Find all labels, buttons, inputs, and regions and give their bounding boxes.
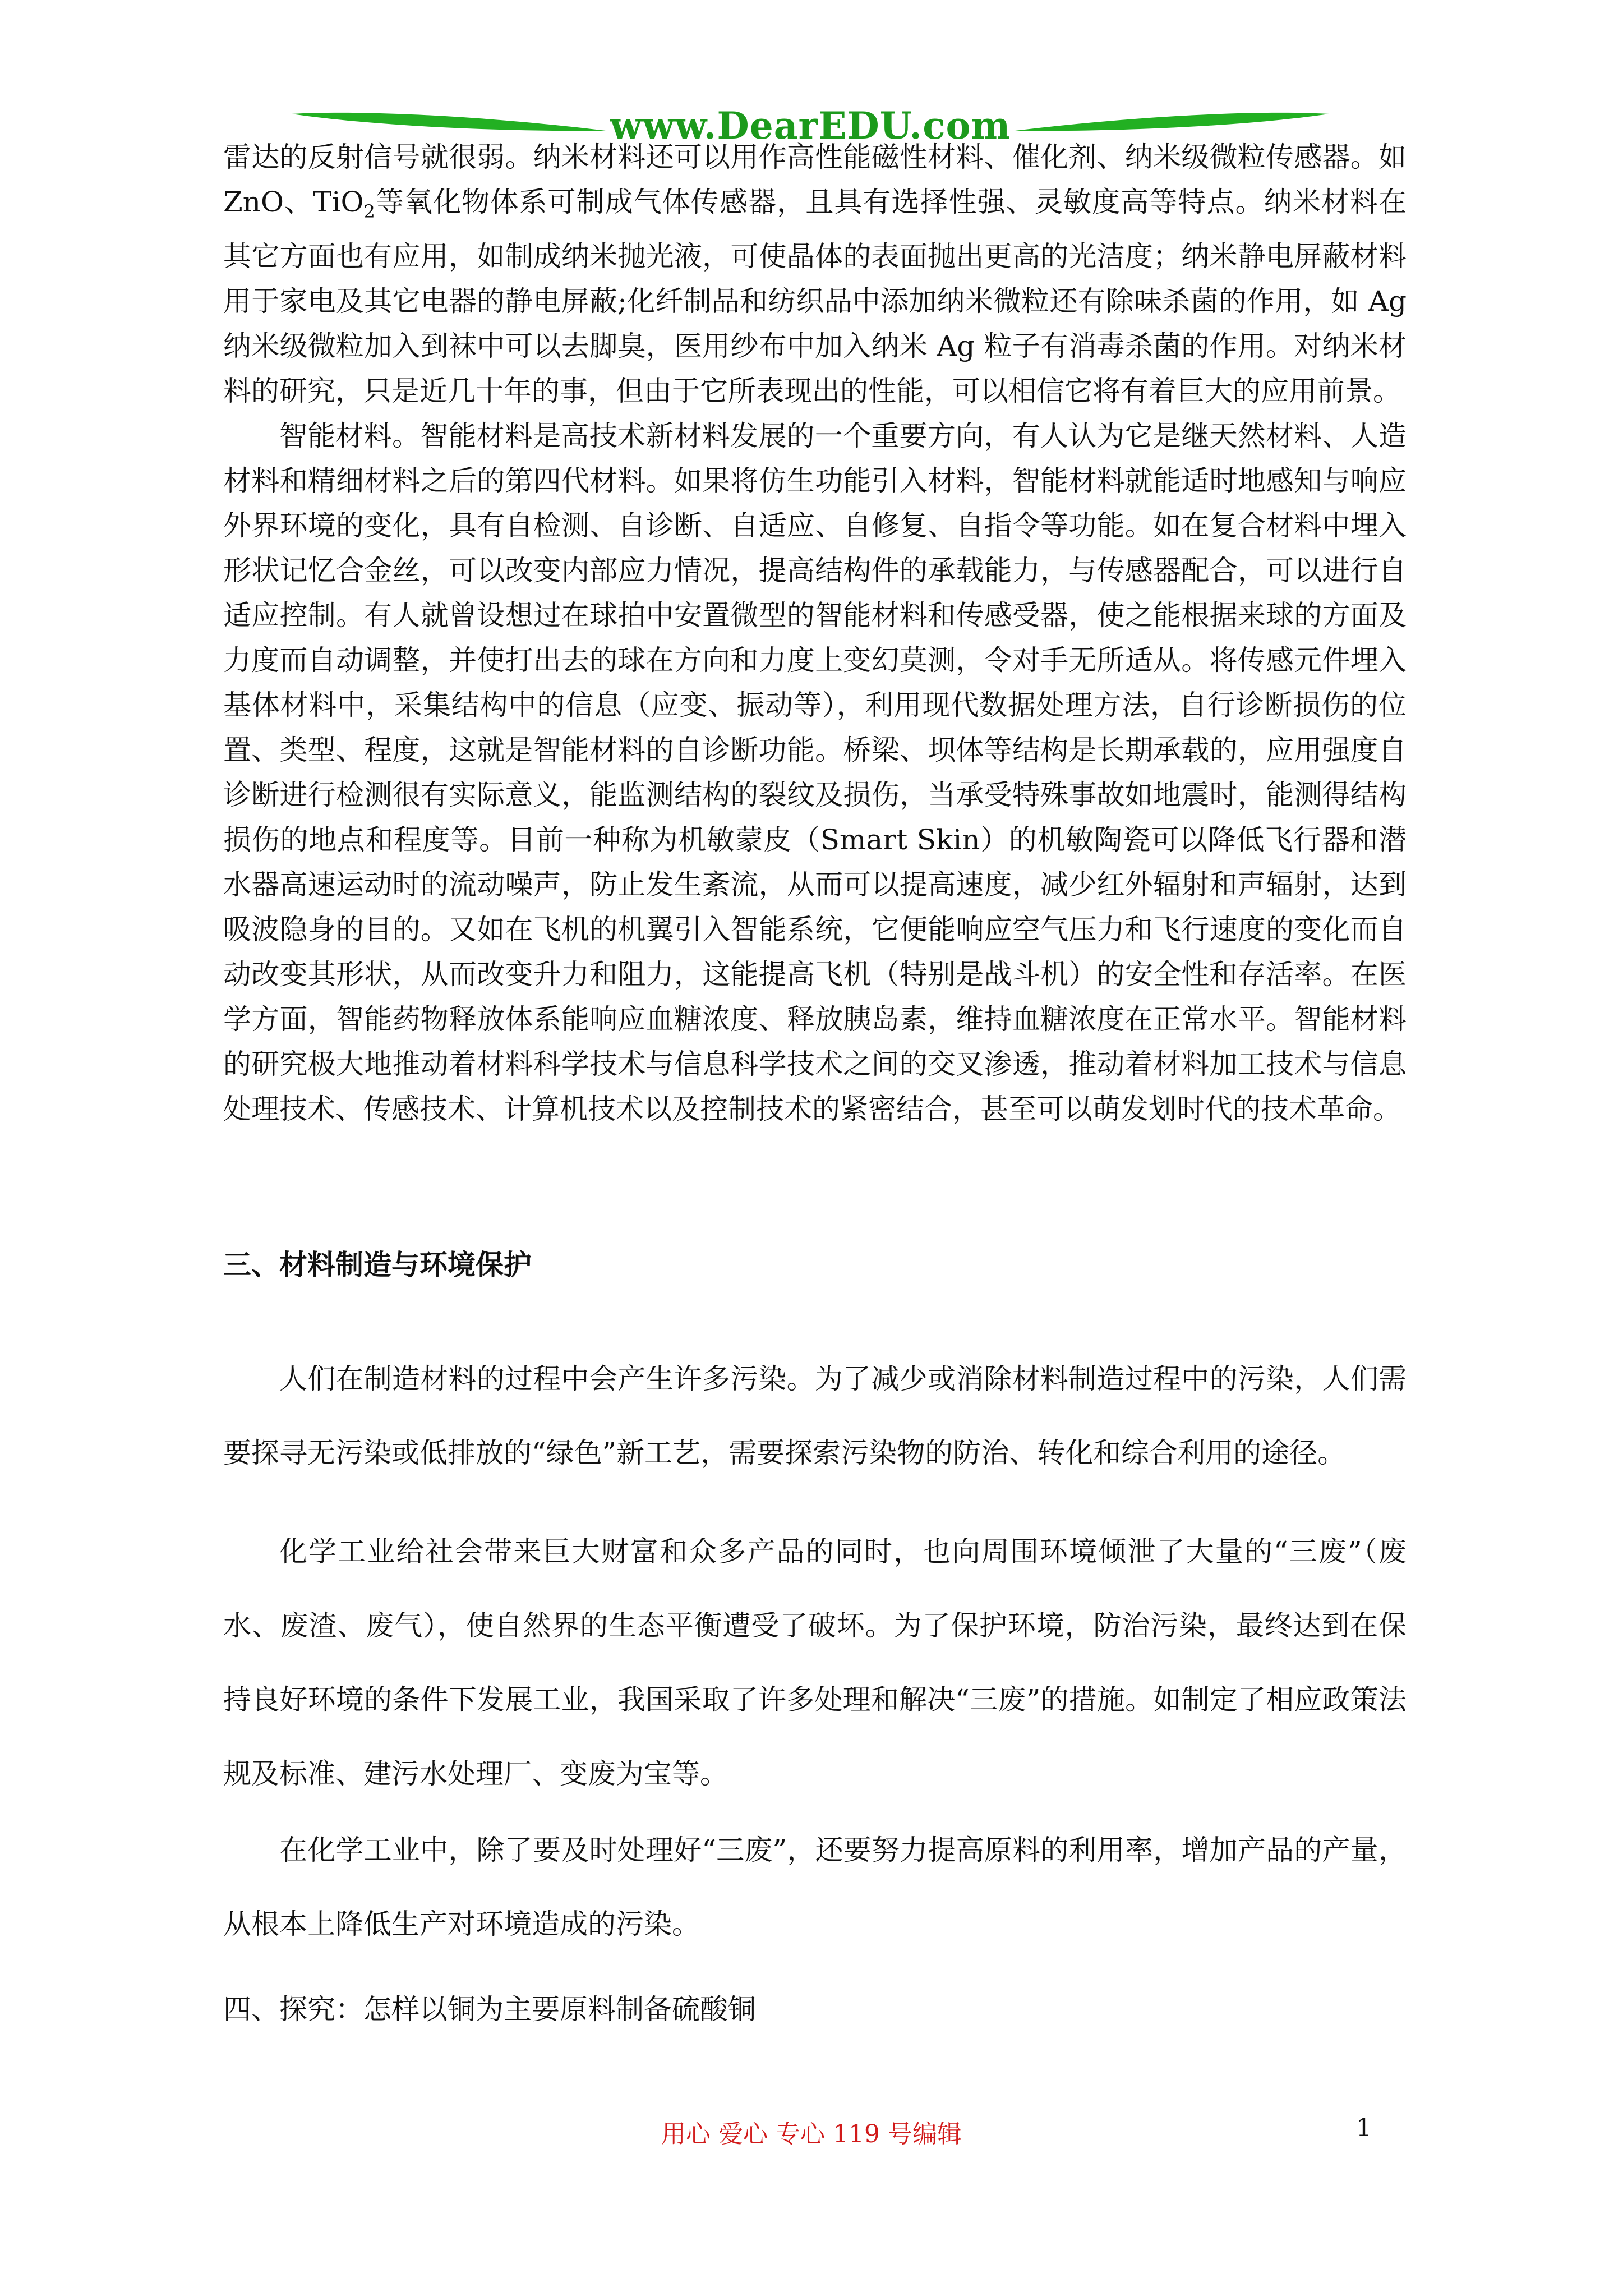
paragraph-nano-continued: 雷达的反射信号就很弱。纳米材料还可以用作高性能磁性材料、催化剂、纳米级微粒传感器。如 ZnO、TiO$_2$等氧化物体系可制成气体传感器，且具有选择性强、灵敏度高等特点。纳米材料在其它方面也有应用，如制成纳米抛光液，可使晶体的表面抛出更高的光洁度；纳米静电屏蔽材料用于家电及其它电器的静电屏蔽;化纤制品和纺织品中添加纳米微粒还有除味杀菌的作用，如 Ag 纳米级微粒加入到袜中可以去脚臭，医用纱布中加入纳米 Ag 粒子有消毒杀菌的作用。对纳米材料的研究，只是近几十年的事，但由于它所表现出的性能，可以相信它将有着巨大的应用前景。: [223, 141, 1407, 407]
paragraph-smart-materials: 智能材料。智能材料是高技术新材料发展的一个重要方向，有人认为它是继天然材料、人造材料和精细材料之后的第四代材料。如果将仿生功能引入材料，智能材料就能适时地感知与响应外界环境的变化，具有自检测、自诊断、自适应、自修复、自指令等功能。如在复合材料中埋入形状记忆合金丝，可以改变内部应力情况，提高结构件的承载能力，与传感器配合，可以进行自适应控制。有人就曾设想过在球拍中安置微型的智能材料和传感受器，使之能根据来球的方面及力度而自动调整，并使打出去的球在方向和力度上变幻莫测，令对手无所适从。将传感元件埋入基体材料中，采集结构中的信息（应变、振动等），利用现代数据处理方法，自行诊断损伤的位置、类型、程度，这就是智能材料的自诊断功能。桥梁、坝体等结构是长期承载的，应用强度自诊断进行检测很有实际意义，能监测结构的裂纹及损伤，当承受特殊事故如地震时，能测得结构损伤的地点和程度等。目前一种称为机敏蒙皮（Smart Skin）的机敏陶瓷可以降低飞行器和潜水器高速运动时的流动噪声，防止发生紊流，从而可以提高速度，减少红外辐射和声辐射，达到吸波隐身的目的。又如在飞机的机翼引入智能系统，它便能响应空气压力和飞行速度的变化而自动改变其形状，从而改变升力和阻力，这能提高飞机（特别是战斗机）的安全性和存活率。在医学方面，智能药物释放体系能响应血糖浓度、释放胰岛素，维持血糖浓度在正常水平。智能材料的研究极大地推动着材料科学技术与信息科学技术之间的交叉渗透，推动着材料加工技术与信息处理技术、传感技术、计算机技术以及控制技术的紧密结合，甚至可以萌发划时代的技术革命。: [223, 420, 1407, 1125]
site-url[interactable]: www.DearEDU.com: [610, 104, 1011, 148]
section3-para-1: 人们在制造材料的过程中会产生许多污染。为了减少或消除材料制造过程中的污染，人们需要探寻无污染或低排放的“绿色”新工艺，需要探索污染物的防治、转化和综合利用的途径。: [223, 1363, 1407, 1469]
footer-note: 用心 爱心 专心 119 号编辑: [661, 2120, 962, 2148]
section3-para-3: 在化学工业中，除了要及时处理好“三废”，还要努力提高原料的利用率，增加产品的产量，从根本上降低生产对环境造成的污染。: [223, 1834, 1407, 1940]
section3-para-2: 化学工业给社会带来巨大财富和众多产品的同时，也向周围环境倾泄了大量的“三废”（废水、废渣、废气），使自然界的生态平衡遭受了破坏。为了保护环境，防治污染，最终达到在保持良好环境的条件下发展工业，我国采取了许多处理和解决“三废”的措施。如制定了相应政策法规及标准、建污水处理厂、变废为宝等。: [223, 1535, 1407, 1790]
section4-heading: 四、探究：怎样以铜为主要原料制备硫酸铜: [223, 1993, 756, 2026]
main-text: [223, 135, 1407, 1131]
page-number: 1: [1356, 2114, 1372, 2142]
section3-heading: 三、材料制造与环境保护: [223, 1248, 532, 1281]
